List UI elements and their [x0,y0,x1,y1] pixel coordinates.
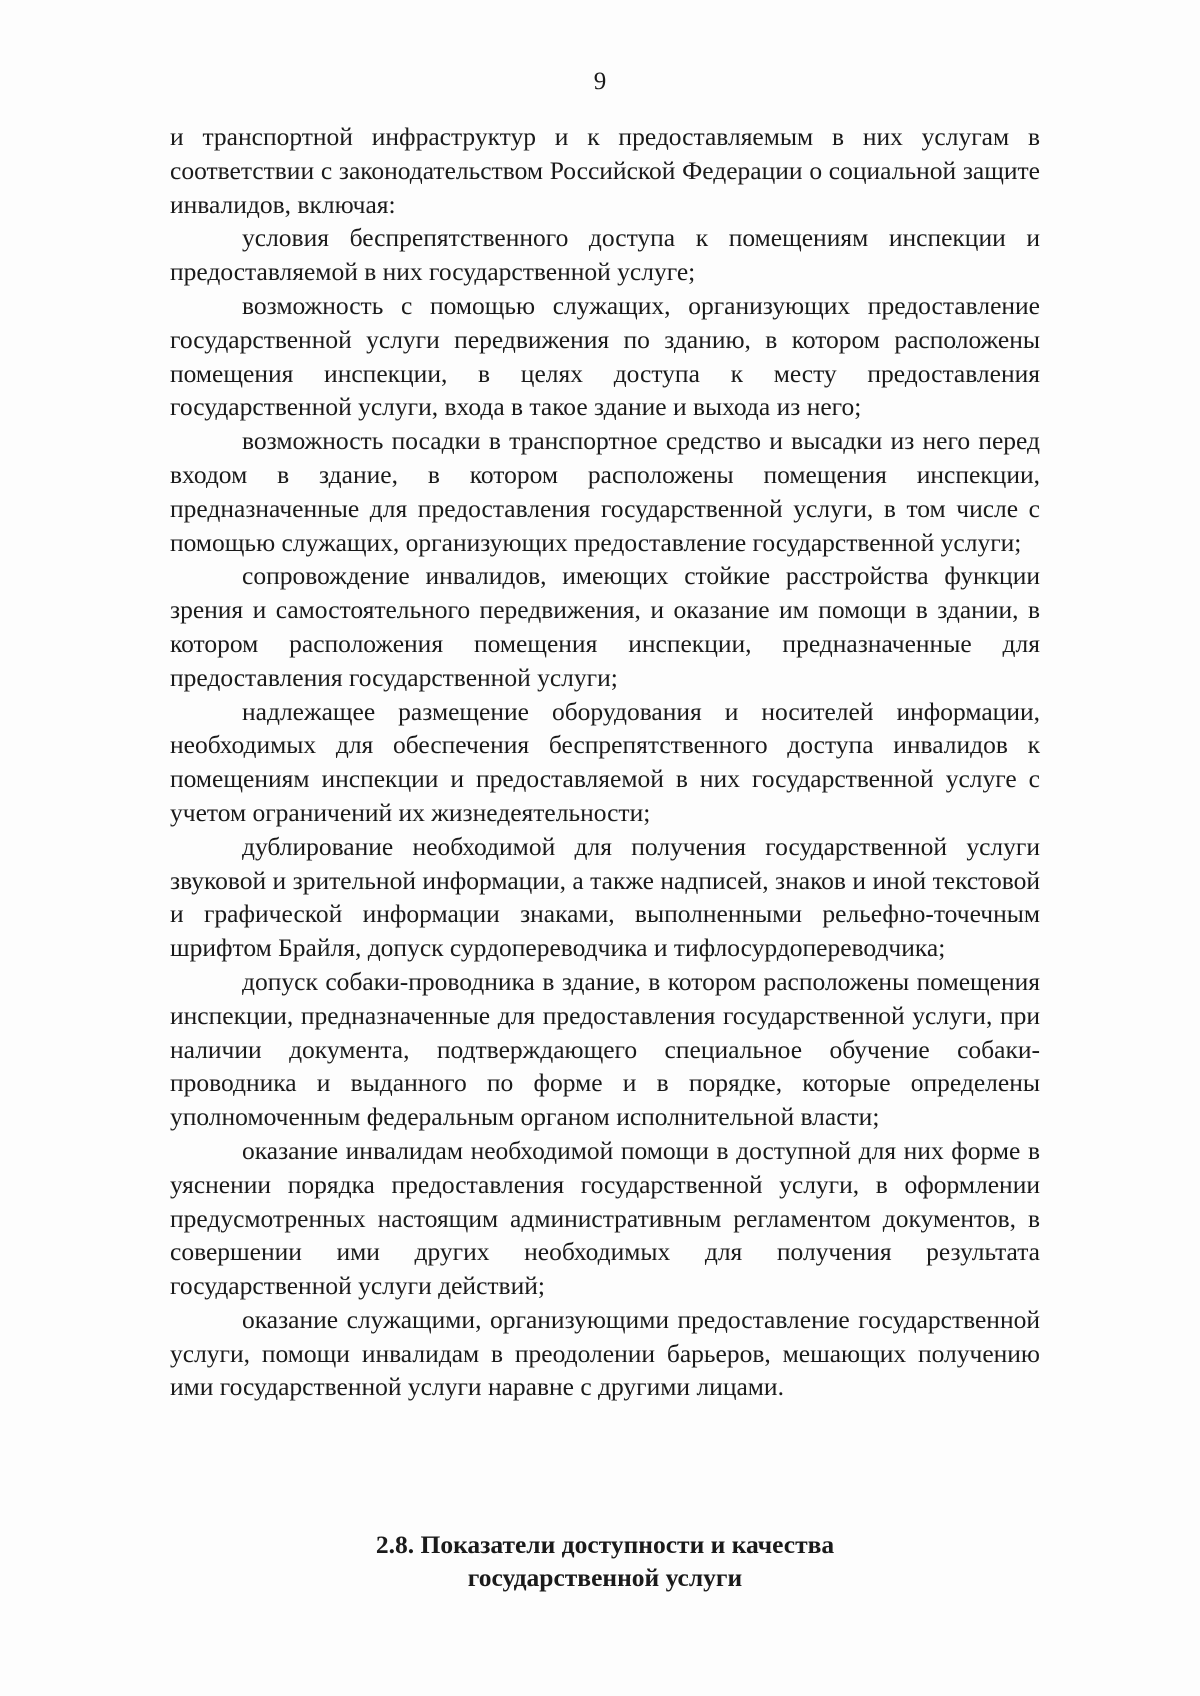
paragraph-assistance: оказание инвалидам необходимой помощи в доступной для них форме в уяснении порядка предоставления государственной услуги, в оформлении предусмотренных настоящим административным регламентом документов, в совершении ими других необходимых для получения результата государственной услуги действий; [170,1135,1040,1301]
paragraph-transport-boarding: возможность посадки в транспортное средство и высадки из него перед входом в здание, в котором расположены помещения инспекции, предназначенные для предоставления государственной услуги, в том числе с помощью служащих, организующих предоставление государственной услуги; [170,426,1040,557]
paragraph-movement-assistance: возможность с помощью служащих, организующих предоставление государственной услуги передвижения по зданию, в котором расположены помещения инспекции, в целях доступа к месту предоставления государственной услуги, входа в такое здание и выхода из него; [170,290,1040,422]
paragraph-access-conditions: условия беспрепятственного доступа к помещениям инспекции и предоставляемой в них государственной услуге; [170,223,1040,287]
paragraph-equipment-placement: надлежащее размещение оборудования и носителей информации, необходимых для обеспечения беспрепятственного доступа инвалидов к помещениям инспекции и предоставляемой в них государственной услуге с учетом ограничений их жизнедеятельности; [170,696,1040,827]
paragraph-continuation: и транспортной инфраструктур и к предоставляемым в них услугам в соответствии с законодательством Российской Федерации о социальной защите инвалидов, включая: [170,122,1040,219]
paragraph-information-duplication: дублирование необходимой для получения государственной услуги звуковой и зрительной информации, а также надписей, знаков и иной текстовой и графической информации знаками, выполненными рельефно-точечным шрифтом Брайля, допуск сурдопереводчика и тифлосурдопереводчика; [170,831,1040,963]
page-number: 9 [593,68,607,95]
paragraph-escort: сопровождение инвалидов, имеющих стойкие расстройства функции зрения и самостоятельного передвижения, и оказание им помощи в здании, в котором расположения помещения инспекции, предназначенные для предоставления государственной услуги; [170,561,1040,692]
paragraph-guide-dog: допуск собаки-проводника в здание, в котором расположены помещения инспекции, предназначенные для предоставления государственной услуги, при наличии документа, подтверждающего специальное обучение собаки-проводника и выданного по форме и в порядке, которые определены уполномоченным федеральным органом исполнительной власти; [170,966,1040,1132]
section-heading-line-2: государственной услуги [467,1563,743,1592]
section-heading-line-1: 2.8. Показатели доступности и качества [375,1530,835,1559]
section-heading [170,1528,1040,1594]
document-body [170,120,1040,1404]
paragraph-barrier-help: оказание служащими, организующими предоставление государственной услуги, помощи инвалидам в преодолении барьеров, мешающих получению ими государственной услуги наравне с другими лицами. [170,1304,1040,1402]
